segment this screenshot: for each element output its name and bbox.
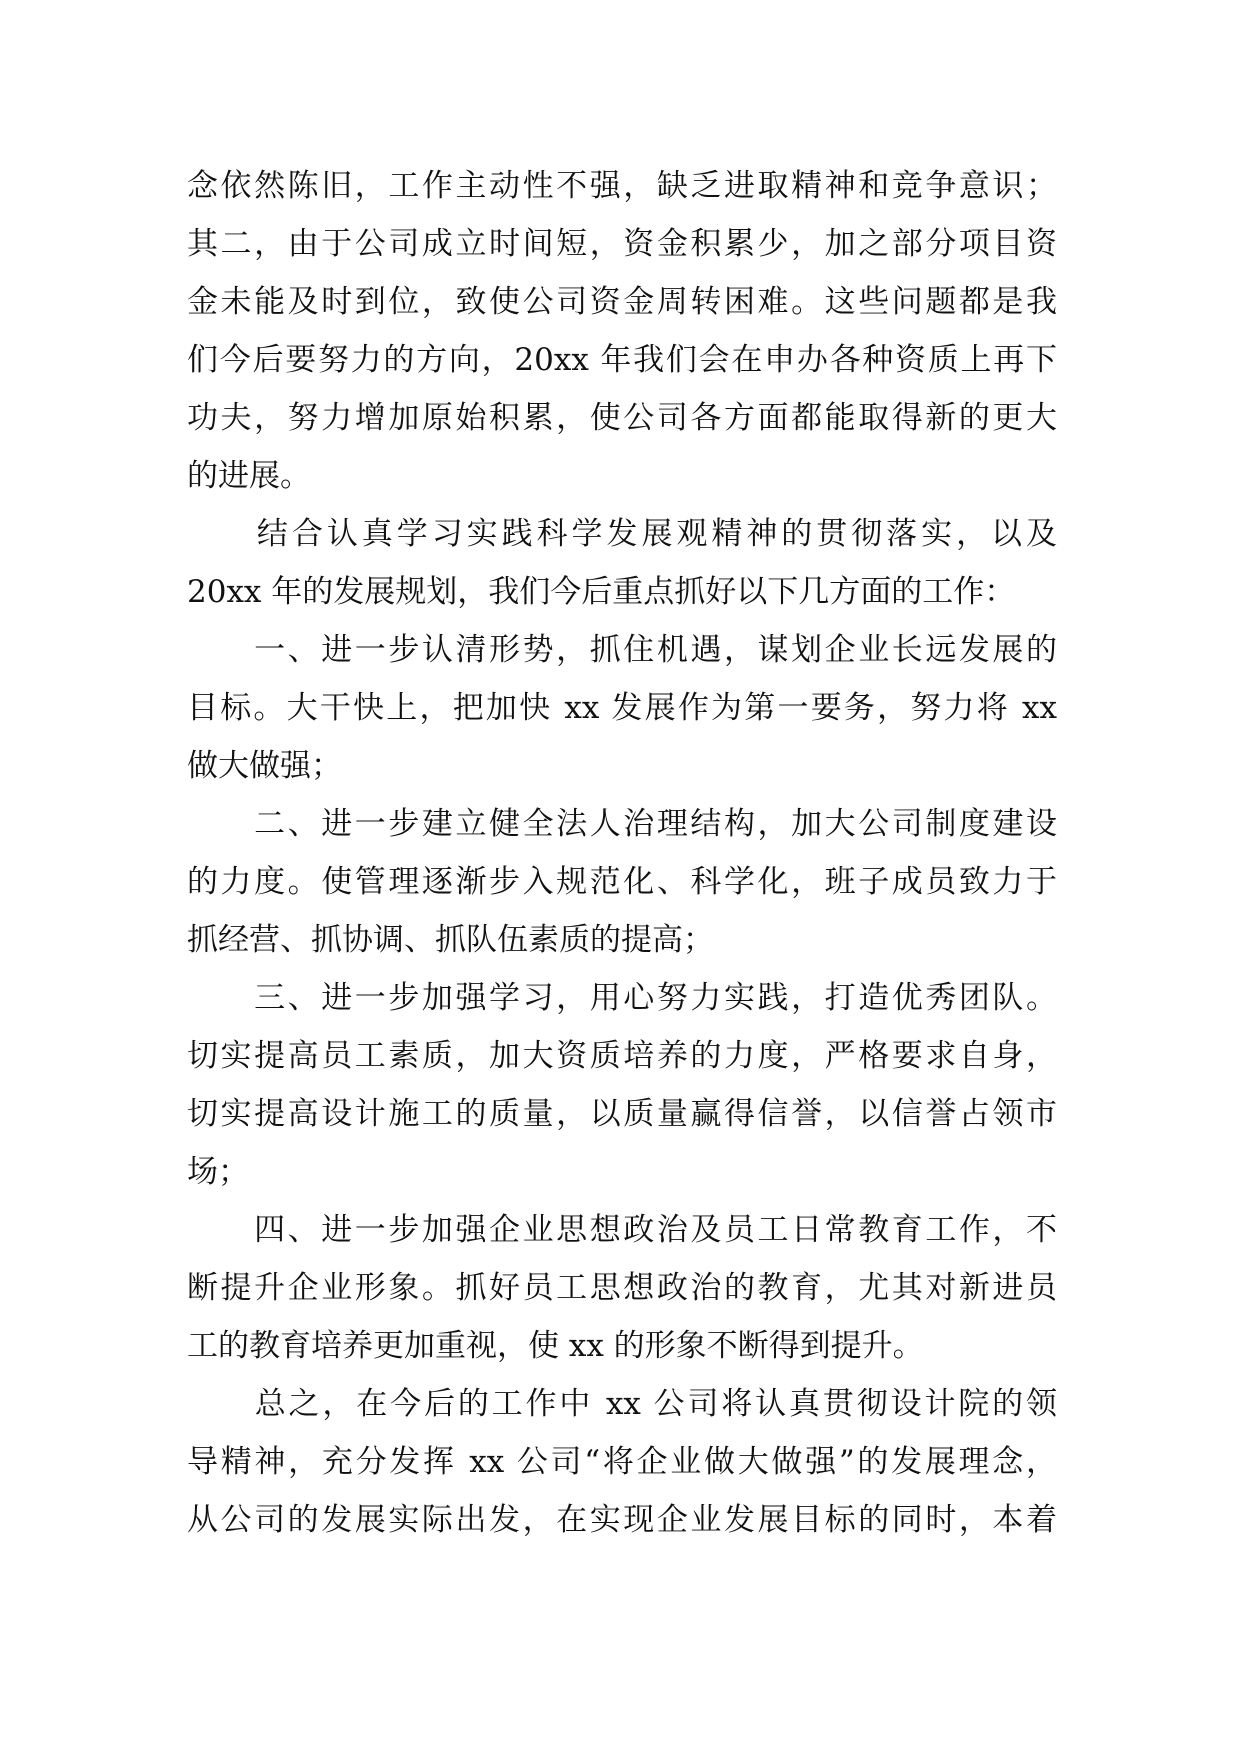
text-line: 切实提高员工素质，加大资质培养的力度，严格要求自身，: [187, 1038, 1057, 1074]
text-line: 切实提高设计施工的质量，以质量赢得信誉，以信誉占领市: [187, 1096, 1057, 1132]
text-line: 做大做强；: [187, 748, 342, 784]
text-line: 抓经营、抓协调、抓队伍素质的提高；: [187, 922, 714, 958]
text-line: 一、进一步认清形势，抓住机遇，谋划企业长远发展的: [187, 632, 1057, 668]
text-line: 结合认真学习实践科学发展观精神的贯彻落实，以及: [187, 516, 1057, 552]
text-line: 金未能及时到位，致使公司资金周转困难。这些问题都是我: [187, 284, 1057, 320]
text-line: 三、进一步加强学习，用心努力实践，打造优秀团队。: [187, 980, 1057, 1016]
text-line: 导精神，充分发挥 xx 公司“将企业做大做强”的发展理念，: [187, 1444, 1057, 1480]
text-line: 20xx 年的发展规划，我们今后重点抓好以下几方面的工作：: [187, 574, 1016, 610]
text-line: 们今后要努力的方向，20xx 年我们会在申办各种资质上再下: [187, 342, 1057, 378]
text-line: 工的教育培养更加重视，使 xx 的形象不断得到提升。: [187, 1328, 924, 1364]
text-line: 四、进一步加强企业思想政治及员工日常教育工作，不: [187, 1212, 1057, 1248]
text-line: 的进展。: [187, 458, 311, 494]
text-line: 二、进一步建立健全法人治理结构，加大公司制度建设: [187, 806, 1057, 842]
text-line: 断提升企业形象。抓好员工思想政治的教育，尤其对新进员: [187, 1270, 1057, 1306]
text-line: 场；: [187, 1154, 249, 1190]
text-line: 念依然陈旧，工作主动性不强，缺乏进取精神和竞争意识；: [187, 168, 1057, 204]
text-line: 总之，在今后的工作中 xx 公司将认真贯彻设计院的领: [187, 1386, 1057, 1422]
text-line: 功夫，努力增加原始积累，使公司各方面都能取得新的更大: [187, 400, 1057, 436]
text-line: 目标。大干快上，把加快 xx 发展作为第一要务，努力将 xx: [187, 690, 1057, 726]
text-line: 的力度。使管理逐渐步入规范化、科学化，班子成员致力于: [187, 864, 1057, 900]
text-line: 其二，由于公司成立时间短，资金积累少，加之部分项目资: [187, 226, 1057, 262]
document-body: [187, 157, 1057, 1549]
text-line: 从公司的发展实际出发，在实现企业发展目标的同时，本着: [187, 1502, 1057, 1538]
